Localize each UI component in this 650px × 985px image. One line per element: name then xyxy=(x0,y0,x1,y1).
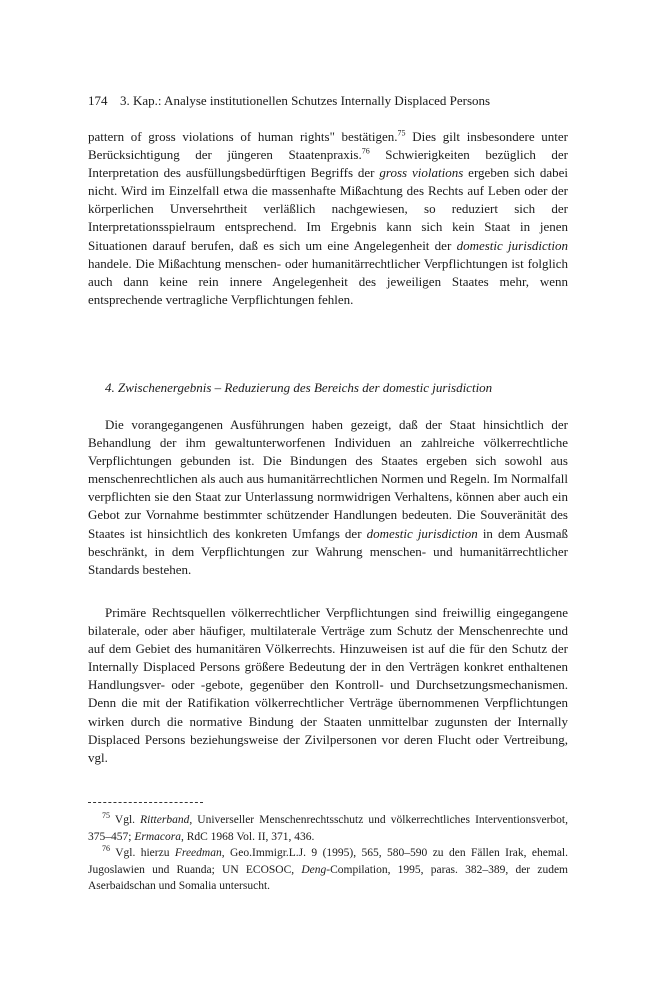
text-run: ergeben sich dabei nicht. Wird im Einzelfall etwa die massenhafte Mißachtung des Rechts auf Leben oder der körperlichen Unversehrtheit verläßlich nachgewiesen, so reduziert sich der Interpretationsspielraum entsprechend. Im Ergebnis kann sich kein Staat in jenen Situationen darauf berufen, daß es sich um eine Angelegenheit der xyxy=(88,165,568,253)
text-run: in dem Ausmaß beschränkt, in dem Verpflichtungen zur Wahrung menschen- und humanitärrechtlicher Standards bestehen. xyxy=(88,525,568,577)
text-run: , RdC 1968 Vol. II, 371, 436. xyxy=(180,830,315,843)
text-run: Vgl. xyxy=(110,814,141,826)
text-run: Die vorangegangenen Ausführungen haben gezeigt, daß der Staat hinsichtlich der Behandlung der ihm gewaltunterworfenen Individuen an zahlreiche völkerrechtliche Verpflichtungen gebunden ist. Die Bindungen des Staates ergeben sich sowohl aus menschenrechtlichen als auch aus humanitärrechtlichen Normen und Regeln. Im Normalfall verpflichten sie den Staat zur Unterlassung normwidrigen Verhaltens, können aber auch ein Gebot zur Vornahme bestimmter schützender Handlungen bedeuten. Die Souveränität des Staates ist hinsichtlich des konkreten Umfangs der xyxy=(88,417,568,541)
author-name: Freedman xyxy=(174,847,222,859)
footnote-76 xyxy=(88,845,568,895)
text-run: Vgl. hierzu xyxy=(110,847,175,859)
text-run: handele. Die Mißachtung menschen- oder humanitärrechtlicher Verpflichtungen ist folglich auch dann keine rein innere Angelegenheit des jeweiligen Staates mehr, wenn entsprechende vertragliche Verpflichtungen fehlen. xyxy=(88,255,568,307)
footnote-number: 76 xyxy=(102,844,110,854)
text-run: , Universeller Menschenrechtsschutz und völkerrechtliches Interventionsverbot, 375–457; xyxy=(88,814,569,843)
paragraph-3 xyxy=(88,604,568,767)
text-run: Dies gilt insbesondere unter Berücksichtigung der jüngeren Staatenpraxis. xyxy=(88,129,568,163)
text-run: Primäre Rechtsquellen völkerrechtlicher Verpflichtungen sind freiwillig eingegangene bilaterale, oder aber häufiger, multilaterale Verträge zum Schutz der Menschenrechte und auf dem Gebiet des humanitären Völkerrechts. Hinzuweisen ist auf die für den Schutz der Internally Displaced Persons größere Bedeutung der in den Verträgen konkret enthaltenen Handlungsver- oder -gebote, gegenüber den Kontroll- und Durchsetzungsmechanismen. Denn die mit der Ratifikation völkerrechtlicher Verträge übernommenen Verpflichtungen wirken durch die normative Bindung der Staaten unmittelbar zugunsten der Internally Displaced Persons beziehungsweise der Zivilpersonen vor deren Flucht oder Vertreibung, vgl. xyxy=(88,605,568,765)
text-run: -Compilation, 1995, paras. 382–389, der zudem Aserbaidschan und Somalia untersucht. xyxy=(88,863,568,892)
section-heading: 4. Zwischenergebnis – Reduzierung des Bereichs der domestic jurisdiction xyxy=(105,380,493,395)
footnote-ref-76[interactable]: 76 xyxy=(361,146,370,156)
author-name: Ermacora xyxy=(134,830,181,843)
italic-term: gross violations xyxy=(379,165,464,181)
author-name: Ritterband xyxy=(140,814,190,826)
running-header xyxy=(88,92,568,110)
author-name: Deng xyxy=(301,863,327,876)
page-number: 174 xyxy=(88,93,108,108)
running-title: 3. Kap.: Analyse institutionellen Schutzes Internally Displaced Persons xyxy=(120,93,491,108)
text-run: pattern of gross violations of human rights" bestätigen. xyxy=(88,129,398,144)
paragraph-2 xyxy=(88,416,568,579)
footnote-ref-75[interactable]: 75 xyxy=(397,128,406,138)
footnote-75 xyxy=(88,812,568,845)
italic-term: domestic jurisdiction xyxy=(366,525,478,541)
paragraph-1 xyxy=(88,128,568,309)
footnote-number: 75 xyxy=(102,811,110,821)
italic-term: domestic jurisdiction xyxy=(456,237,568,253)
footnotes xyxy=(88,812,568,895)
text-run: Schwierigkeiten bezüglich der Interpretation des ausfüllungsbedürftigen Begriffs der xyxy=(88,147,568,181)
footnote-divider xyxy=(88,802,203,803)
text-run: , Geo.Immigr.L.J. 9 (1995), 565, 580–590 zu den Fällen Irak, ehemal. Jugoslawien und Ruanda; UN ECOSOC, xyxy=(88,847,568,876)
